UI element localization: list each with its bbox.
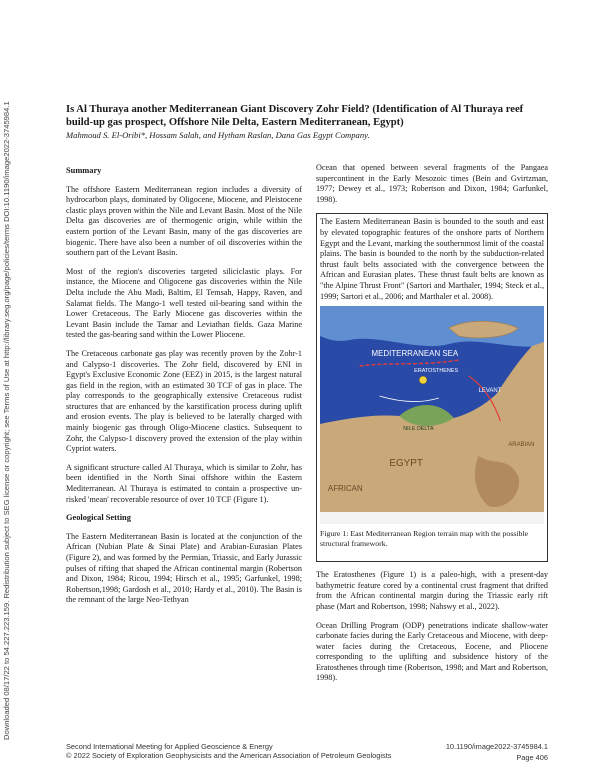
summary-paragraph-4: A significant structure called Al Thuraya, which is similar to Zohr, has been identified in the North Sinai offshore within the Eastern Mediterranean. Al Thuraya is estimated to contain a prospective un-risked 'mean' recoverable resource of over 10 TCF (Figure 1). xyxy=(66,462,302,504)
download-notice-text: Downloaded 08/17/22 to 54.227.223.159. Redistribution subject to SEG license or copyright; see Terms of Use at http://library.seg.org/page/policies/terms DOI:10.1190/image2022-3745984.1 xyxy=(2,101,11,740)
figure-caption: Figure 1: East Mediterranean Region terrain map with the possible structural framework. xyxy=(320,529,529,549)
odp-paragraph: Ocean Drilling Program (ODP) penetrations indicate shallow-water carbonate facies during the Early Cretaceous and Miocene, with deep-water facies during the Cretaceous, Eocene, and Pliocene corresponding to the uplifting and subsidence history of the Eratosthenes through time (Robertson, 1998; and Mart and Robertson, 1998). xyxy=(316,620,548,683)
summary-paragraph-3: The Cretaceous carbonate gas play was recently proven by the Zohr-1 and Calypso-1 discoveries. The Zohr field, discovered by ENI in Egypt's Exclusive Economic Zone (EEZ) in 2015, is the largest natural gas field in the region, with an estimated 30 TCF of gas in place. The play corresponds to the geographically extensive Cretaceous rudist structures that are enhanced by the karstification process during uplift and erosion events. The play is believed to be laterally charged with mainly biogenic gas through Oligo-Miocene clastics. Subsequent to Zohr, the Calypso-1 discovery proved the extension of the play within Cypriot waters. xyxy=(66,348,302,454)
map-label-egypt: EGYPT xyxy=(389,458,423,470)
left-column xyxy=(66,166,302,614)
map-label-eratosthenes: ERATOSTHENES xyxy=(414,368,459,375)
right-column xyxy=(316,163,548,692)
paper-header xyxy=(66,104,546,141)
footer-meeting: Second International Meeting for Applied Geoscience & Energy xyxy=(66,742,273,751)
paper-authors: Mahmoud S. El-Oribi*, Hossam Salah, and Hytham Raslan, Dana Gas Egypt Company. xyxy=(66,130,370,141)
summary-heading: Summary xyxy=(66,166,102,175)
summary-paragraph-2: Most of the region's discoveries targeted siliciclastic plays. For instance, the Miocene and Oligocene gas discoveries within the Nile Delta include the Abu Madi, Baltim, El Temsah, Happy, Raven, and Salamat fields. The Mango-1 well tested oil-bearing sand within the Lower Cretaceous. The Early Miocene gas discoveries within the Levant Basin include the Tamar and Leviathan fields. Gaza Marine tested the gas-bearing sand within the Lower Pliocene. xyxy=(66,266,302,340)
map-label-sea: MEDITERRANEAN SEA xyxy=(371,349,459,359)
footer xyxy=(66,742,548,760)
map-label-arabian: ARABIAN xyxy=(508,442,535,449)
summary-paragraph-1: The offshore Eastern Mediterranean region includes a diversity of hydrocarbon plays, dominated by Oligocene, Miocene, and Pleistocene clastic plays proven within the Nile and Levant Basin. Most of the Nile Delta gas discoveries are of thermogenic origin, while within the eastern portion of the Levant Basin, many of the gas discoveries are biogenic. There have also been a number of oil discoveries within the southern part of the Levant Basin. xyxy=(66,184,302,258)
figure-box-text: The Eastern Mediterranean Basin is bounded to the south and east by elevated topographic features of the onshore parts of Northern Egypt and the Levant, marking the southernmost limit of the coastal plains. The basin is bounded to the north by the subduction-related thrust fault belts associated with the convergence between the African and Eurasian plates. These thrust fault belts are known as "the Alpine Thrust Front" (Sartori and Marthaler, 1994; Steck et al., 1999; Sartori et al., 2006; and Marthaler et al. 2008). xyxy=(320,217,544,301)
map-prospect-marker xyxy=(419,376,427,384)
footer-copyright: © 2022 Society of Exploration Geophysicists and the American Association of Petroleum Geologists xyxy=(66,751,392,760)
geological-setting-paragraph: The Eastern Mediterranean Basin is located at the conjunction of the African (Nubian Plate & Sinai Plate) and Arabian-Eurasian Plates (Figure 2), and was formed by the Permian, Triassic, and Early Jurassic pulses of rifting that shaped the African continental margin (Robertson and Dixon, 1984; Ricou, 1994; Hirsch et al., 1995; Garfunkel, 1998; Robertson,1998; Gardosh et al., 2010; Hardy et al., 2010). The Basin is the remnant of the large Neo-Tethyan xyxy=(66,531,302,605)
map-label-levant: LEVANT xyxy=(478,388,502,395)
footer-page: Page 406 xyxy=(516,753,548,762)
figure-box xyxy=(316,213,548,562)
map-label-african: AFRICAN xyxy=(327,484,363,494)
eratosthenes-paragraph: The Eratosthenes (Figure 1) is a paleo-high, with a present-day bathymetric feature cored by a continental crust fragment that drifted from the African continental margin during the Triassic early rift phase (Mart and Robertson, 1998; Nahswy et al., 2022). xyxy=(316,570,548,611)
footer-doi: 10.1190/image2022-3745984.1 xyxy=(445,742,548,751)
map-legend-strip xyxy=(320,512,544,524)
geological-setting-heading: Geological Setting xyxy=(66,513,131,523)
paper-title: Is Al Thuraya another Mediterranean Giant Discovery Zohr Field? (Identification of Al Thuraya reef build-up gas prospect, Offshore Nile Delta, Eastern Mediterranean, Egypt) xyxy=(66,104,524,128)
map-label-nile-delta: NILE DELTA xyxy=(403,426,434,433)
download-notice xyxy=(2,80,22,740)
continuation-paragraph: Ocean that opened between several fragments of the Pangaea supercontinent in the Early Mesozoic times (Bein and Gvirtzman, 1977; Dewey et al., 1973; Robertson and Dixon, 1984; Garfunkel, 1998). xyxy=(316,163,548,204)
terrain-map xyxy=(320,306,544,524)
